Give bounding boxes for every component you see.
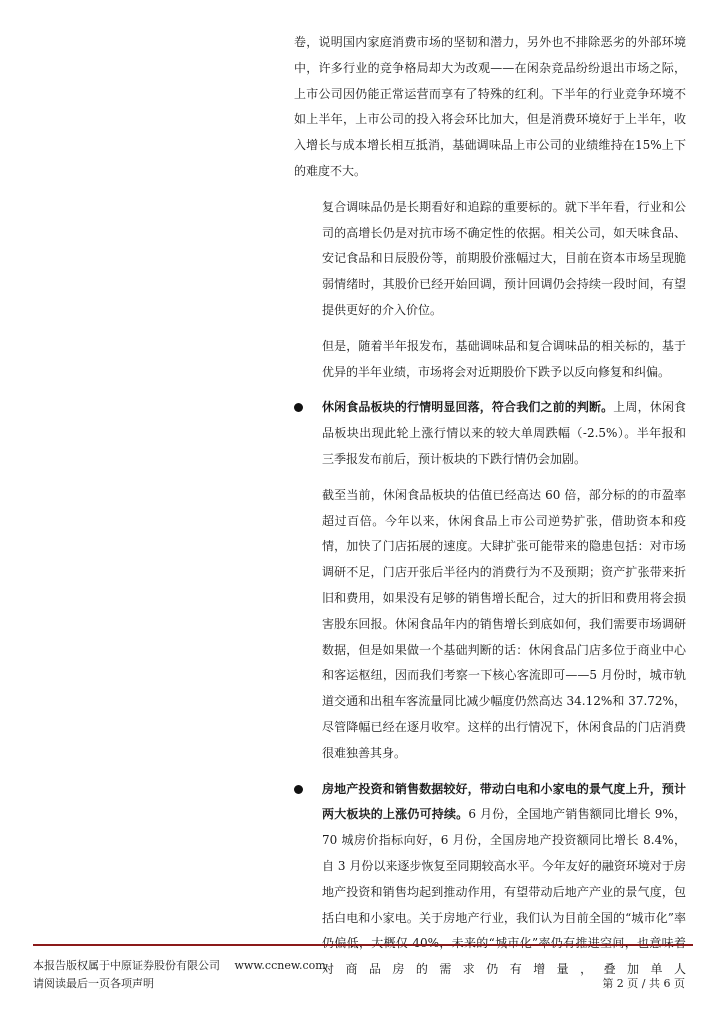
bullet-snack-food-text: [294, 395, 686, 472]
bullet-dot-icon: [294, 785, 303, 794]
bullet-real-estate-body: 6 月份，全国地产销售额同比增长 9%，70 城房价指标向好，6 月份，全国房地产投资额同比增长 8.4%，自 3 月份以来逐步恢复至同期较高水平。今年友好的融资环境对于房地产投资和销售均起到推动作用，有望带动后地产产业的景气度，包括白电和小家电。关于房地产行业，我们认为目前全国的“城市化”率 对商品房的需求仍有增量，叠加单人: [322, 807, 686, 977]
footer-copyright: [33, 957, 693, 973]
bullet-real-estate: [294, 777, 686, 983]
bullet-snack-food-headline: 休闲食品板块的行情明显回落，符合我们之前的判断。: [322, 400, 614, 415]
page-number: 第 2 页 / 共 6 页: [602, 977, 685, 990]
bullet-snack-food-body: 上周，休闲食品板块出现此轮上涨行情以来的较大单周跌幅（-2.5%）。半年报和三季报发布前后，预计板块的下跌行情仍会加剧。: [322, 400, 686, 466]
bullet-real-estate-headline: 房地产投资和销售数据较好，带动白电和小家电的景气度上升，预计两大板块的上涨仍可持续。: [322, 781, 686, 822]
paragraph-condiment-competition: 卷，说明国内家庭消费市场的坚韧和潜力，另外也不排除恶劣的外部环境中，许多行业的竞争格局却大为改观——在闲杂竞品纷纷退出市场之际，上市公司因仍能正常运营而享有了特殊的红利。下半年的行业竞争环境不如上半年，上市公司的投入将会环比加大，但是消费环境好于上半年，收入增长与成本增长相互抵消，基础调味品上市公司的业绩维持在15%上下的难度不大。: [294, 35, 686, 178]
footer-disclaimer-row: [33, 975, 693, 991]
bullet-real-estate-text: [294, 777, 686, 983]
report-body: [294, 30, 686, 983]
footer-disclaimer-text: 请阅读最后一页各项声明: [33, 977, 154, 990]
footer-divider: [33, 944, 693, 946]
paragraph-snack-valuation: 截至当前，休闲食品板块的估值已经高达 60 倍，部分标的的市盈率超过百倍。今年以来，休闲食品上市公司逆势扩张，借助资本和疫情，加快了门店拓展的速度。大肆扩张可能带来的隐患包括：对市场调研不足，门店开张后半径内的消费行为不及预期；资产扩张带来折旧和费用，如果没有足够的销售增长配合，过大的折旧和费用将会损害股东回报。休闲食品年内的销售增长到底如何，我们需要市场调研数据，但是如果做一个基础判断的话：休闲食品门店多位于商业中心和客运枢纽，因而我们考察一下核心客流即可——5 月份时，城市轨道交通和出租车客流量同比减少幅度仍然高达 34.12%和 37.72%，尽管降幅已经在逐月收窄。这样的出行情况下，休闲食品的门店消费很难独善其身。: [322, 487, 686, 760]
bullet-snack-food: [294, 395, 686, 472]
paragraph-compound-condiment: 复合调味品仍是长期看好和追踪的重要标的。就下半年看，行业和公司的高增长仍是对抗市场不确定性的依据。相关公司，如天味食品、安记食品和日辰股份等，前期股价涨幅过大，目前在资本市场呈现脆弱情绪时，其股价已经开始回调，预计回调仍会持续一段时间，有望提供更好的介入价位。: [322, 199, 686, 317]
footer-copyright-text: 本报告版权属于中原证券股份有限公司 www.ccnew.com: [33, 959, 326, 972]
paragraph-half-year-report: 但是，随着半年报发布，基础调味品和复合调味品的相关标的，基于优异的半年业绩，市场将会对近期股价下跌予以反向修复和纠偏。: [322, 338, 686, 379]
